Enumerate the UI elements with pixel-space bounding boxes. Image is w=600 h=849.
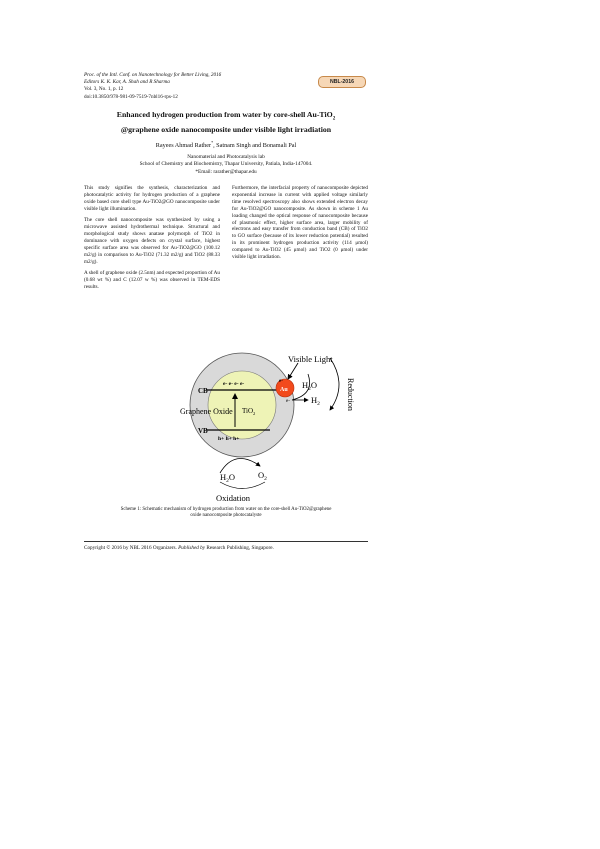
school-name: School of Chemistry and Biochemistry, Thapar University, Patiala, India-147004. [139, 161, 313, 168]
title-subscript: 2 [332, 116, 336, 122]
copyright [84, 545, 274, 551]
h2-label: $H_2$ [311, 395, 320, 407]
paper-title [84, 110, 368, 135]
au-electron-label: e- [279, 379, 283, 384]
holes-label: h+ h+ h+ [218, 436, 240, 442]
tio2-label: TiO$_2$ [242, 407, 256, 416]
lab-name: Nanomaterial and Photocatalysis lab [187, 154, 265, 160]
caption-line-2: oxide nanocomposite photocatalyste [190, 513, 262, 519]
right-paragraph-1: Furthermore, the interfacial property of nanocomposite depicted exponential increase in current with applied voltage similarly time resolved spectroscopy also shows extended electron decay for Au-TiO2@GO nanocomposite. As shown in scheme 1 Au loading changed the optical response of nanocomposite because of plasmonic effect, higher surface area, larger mobility of electrons and easy transfer from conduction band (CB) of TiO2 to GO surface (because of its lower reduction potential) resulted in its prominent hydrogen production activity (114 μmol) compared to Au-TiO2 (45 μmol) and TiO2 (0 μmol) under visible light irradiation. [232, 185, 368, 261]
affiliation [84, 154, 368, 176]
graphene-oxide-label: Graphene Oxide [180, 407, 233, 416]
reduction-label: Reduction [346, 378, 355, 411]
cb-label: CB [198, 387, 208, 395]
proceedings-line: Proc. of the Intl. Conf. on Nanotechnology for Better Living, 2016 [84, 72, 222, 78]
visible-light-label: Visible Light [288, 354, 333, 364]
author-1: Rayees Ahmad Rather [155, 142, 212, 150]
authors [84, 140, 368, 149]
vb-label: VB [198, 427, 208, 435]
electron-out-label: e- [286, 399, 290, 404]
mechanism-diagram [180, 330, 380, 502]
email: *Email: rarather@thapar.edu [195, 168, 257, 175]
caption-line-1: Scheme 1: Schematic mechanism of hydrogen production from water on the core-shell Au-TiO2@graphene [120, 507, 332, 512]
paper-header [84, 72, 344, 101]
o2-label: $O_2$ [258, 470, 267, 482]
title-line-1: Enhanced hydrogen production from water by core-shell Au-TiO [116, 110, 333, 119]
volume-line: Vol. 3, No. 1, p. 12 [84, 86, 124, 93]
h2o-bottom-label: $H_2O$ [220, 472, 236, 484]
author-mark: * [211, 140, 214, 145]
copyright-prefix: Copyright © 2016 by NBL 2016 Organizers. [84, 545, 179, 551]
au-label: Au [280, 387, 288, 393]
h2o-top-label: $H_2O$ [302, 380, 318, 392]
doi-line: doi:10.3850/978-981-09-7519-7nbl16-rps-12 [84, 93, 178, 100]
left-column [84, 185, 220, 295]
figure-caption [96, 507, 356, 520]
left-paragraph-1: This study signifies the synthesis, characterization and photocatalytic activity for hydrogen production of a graphene oxide based core shell type Au-TiO2@GO nanocomposite under visible light illumination. [84, 185, 220, 212]
electrons-label: e- e- e- e- [223, 381, 245, 387]
copyright-italic: Published by [178, 545, 206, 551]
reduction-side-arrow [330, 358, 339, 410]
authors-rest: , Satnam Singh and Bonamali Pal [213, 142, 297, 150]
oxidation-label: Oxidation [216, 493, 250, 502]
conference-badge: NBL-2016 [318, 76, 366, 88]
right-column [232, 185, 368, 266]
title-line-2: @graphene oxide nanocomposite under visible light irradiation [120, 124, 332, 134]
left-paragraph-2: The core shell nanocomposite was synthesized by using a microwave assisted hydrothermal technique. Structural and morphological study shows anatase polymorph of TiO2 in dominance with oxygen defects on crystal surface, highest specific surface area was observed for Au-TiO2@GO (100.12 m2/g) in comparison to Au-TiO2 (71.32 m2/g) and TiO2 (88.33 m2/g). [84, 217, 220, 265]
footer-rule [84, 541, 368, 542]
editors-line: Editors K. K. Kar, A. Shah and R Sharma [84, 79, 170, 86]
copyright-suffix: Research Publishing, Singapore. [205, 545, 274, 551]
left-paragraph-3: A shell of graphene oxide (2.5nm) and expected proportion of Au (0.68 wt %) and C (12.07 w %) was observed in TEM-EDS results. [84, 270, 220, 290]
light-arrow [288, 363, 298, 379]
oxidation-arc [220, 458, 260, 473]
